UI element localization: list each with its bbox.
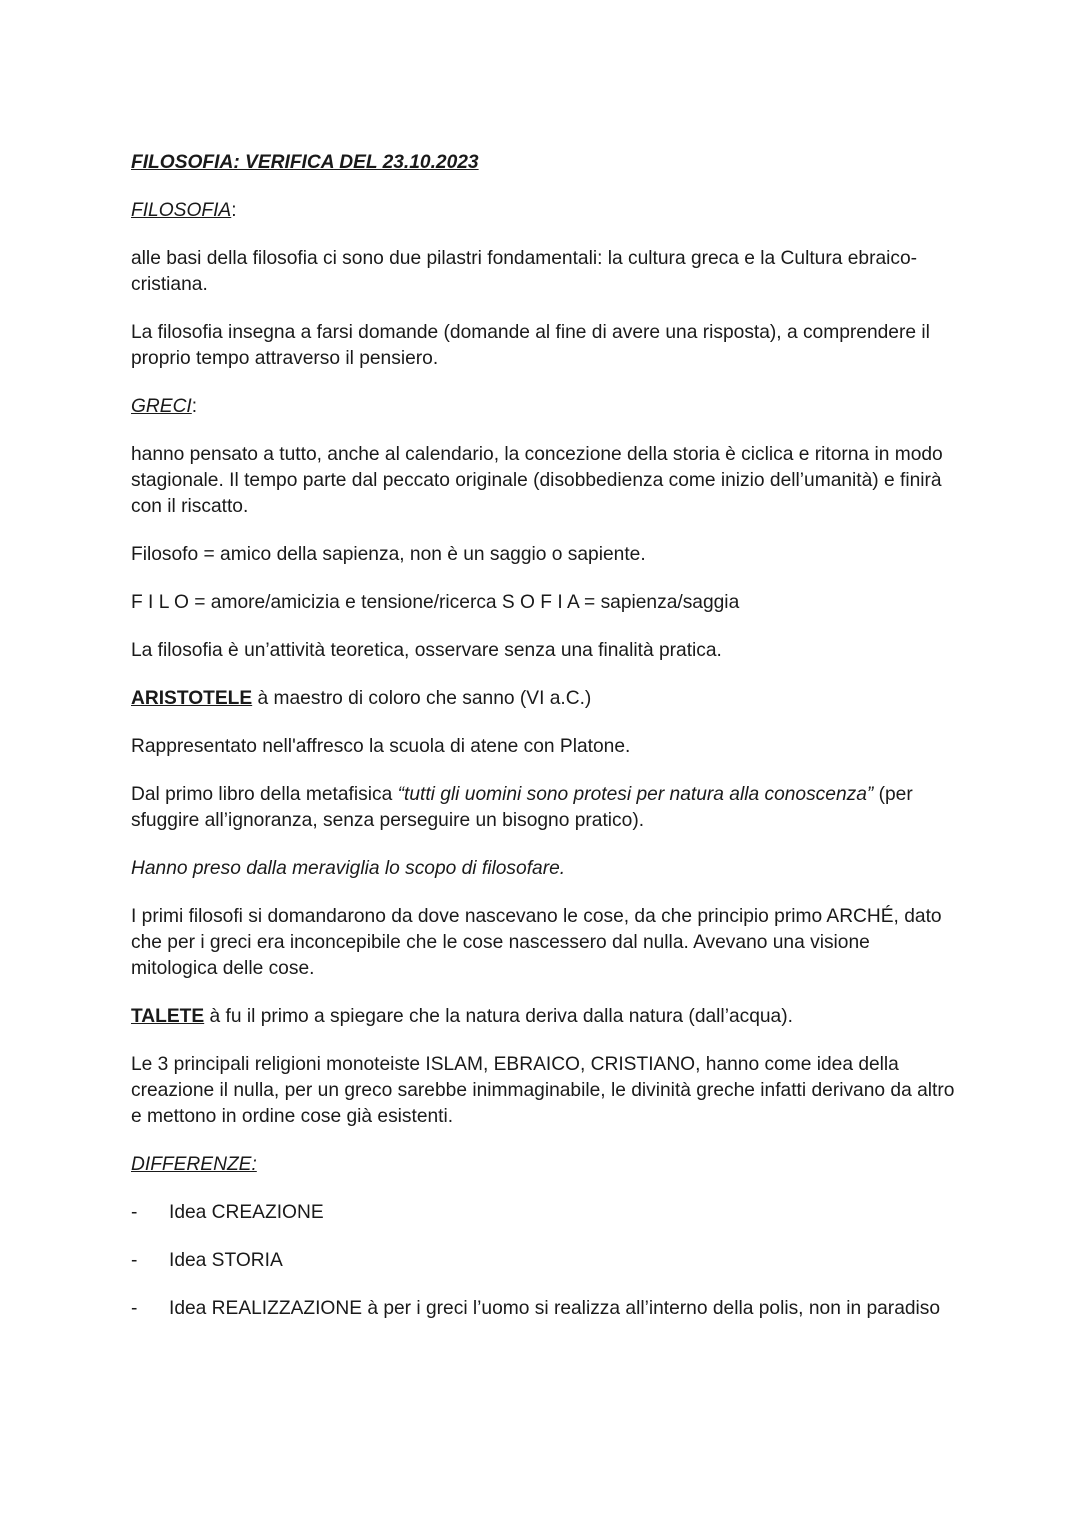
paragraph: I primi filosofi si domandarono da dove nascevano le cose, da che principio primo ARCHÉ, dato che per i greci era inconcepibile che le cose nascessero dal nulla. Avevano una visione mitologica delle cose.: [131, 906, 942, 979]
paragraph: F I L O = amore/amicizia e tensione/ricerca S O F I A = sapienza/saggia: [131, 592, 740, 613]
list-item: [131, 1296, 961, 1322]
metafisica-pre: Dal primo libro della metafisica: [131, 784, 398, 805]
heading-greci-text: GRECI: [131, 396, 192, 417]
paragraph: hanno pensato a tutto, anche al calendario, la concezione della storia è ciclica e ritorna in modo stagionale. Il tempo parte dal peccato originale (disobbedienza come inizio dell’umanità) e finirà con il riscatto.: [131, 444, 943, 517]
list-item-text: Idea CREAZIONE: [169, 1202, 324, 1223]
aristotele-desc: à maestro di coloro che sanno (VI a.C.): [252, 688, 592, 709]
aristotele-name: ARISTOTELE: [131, 688, 253, 709]
document-page: [131, 150, 961, 1344]
heading-filosofia-text: FILOSOFIA: [131, 200, 232, 221]
section-heading-differenze: DIFFERENZE:: [131, 1154, 257, 1175]
list-item: [131, 1200, 961, 1226]
list-item-text: Idea REALIZZAZIONE à per i greci l’uomo si realizza all’interno della polis, non in paradiso: [169, 1298, 941, 1319]
paragraph: Rappresentato nell'affresco la scuola di atene con Platone.: [131, 736, 631, 757]
heading-colon: :: [191, 396, 198, 417]
list-item: [131, 1248, 961, 1274]
paragraph: Filosofo = amico della sapienza, non è un saggio o sapiente.: [131, 544, 646, 565]
paragraph: La filosofia insegna a farsi domande (domande al fine di avere una risposta), a comprendere il proprio tempo attraverso il pensiero.: [131, 322, 930, 369]
metafisica-post: (per sfuggire all’ignoranza, senza perseguire un bisogno pratico).: [131, 784, 913, 831]
section-heading-greci: [131, 394, 961, 420]
talete-line: [131, 1004, 961, 1030]
bullet-dash: -: [131, 1250, 138, 1271]
paragraph: Le 3 principali religioni monoteiste ISLAM, EBRAICO, CRISTIANO, hanno come idea della creazione il nulla, per un greco sarebbe inimmaginabile, le divinità greche infatti derivano da altro e mettono in ordine cose già esistenti.: [131, 1054, 955, 1127]
metafisica-paragraph: [131, 782, 961, 834]
aristotele-line: [131, 686, 961, 712]
talete-desc: à fu il primo a spiegare che la natura deriva dalla natura (dall’acqua).: [204, 1006, 793, 1027]
paragraph-italic: Hanno preso dalla meraviglia lo scopo di filosofare.: [131, 858, 566, 879]
paragraph: alle basi della filosofia ci sono due pilastri fondamentali: la cultura greca e la Cultura ebraico-cristiana.: [131, 248, 918, 295]
list-item-text: Idea STORIA: [169, 1250, 283, 1271]
paragraph: La filosofia è un’attività teoretica, osservare senza una finalità pratica.: [131, 640, 722, 661]
metafisica-quote: “tutti gli uomini sono protesi per natura alla conoscenza”: [397, 784, 874, 805]
bullet-dash: -: [131, 1298, 138, 1319]
talete-name: TALETE: [131, 1006, 205, 1027]
bullet-dash: -: [131, 1202, 138, 1223]
section-heading-filosofia: [131, 198, 961, 224]
document-title: FILOSOFIA: VERIFICA DEL 23.10.2023: [131, 152, 479, 173]
heading-colon: :: [231, 200, 237, 221]
